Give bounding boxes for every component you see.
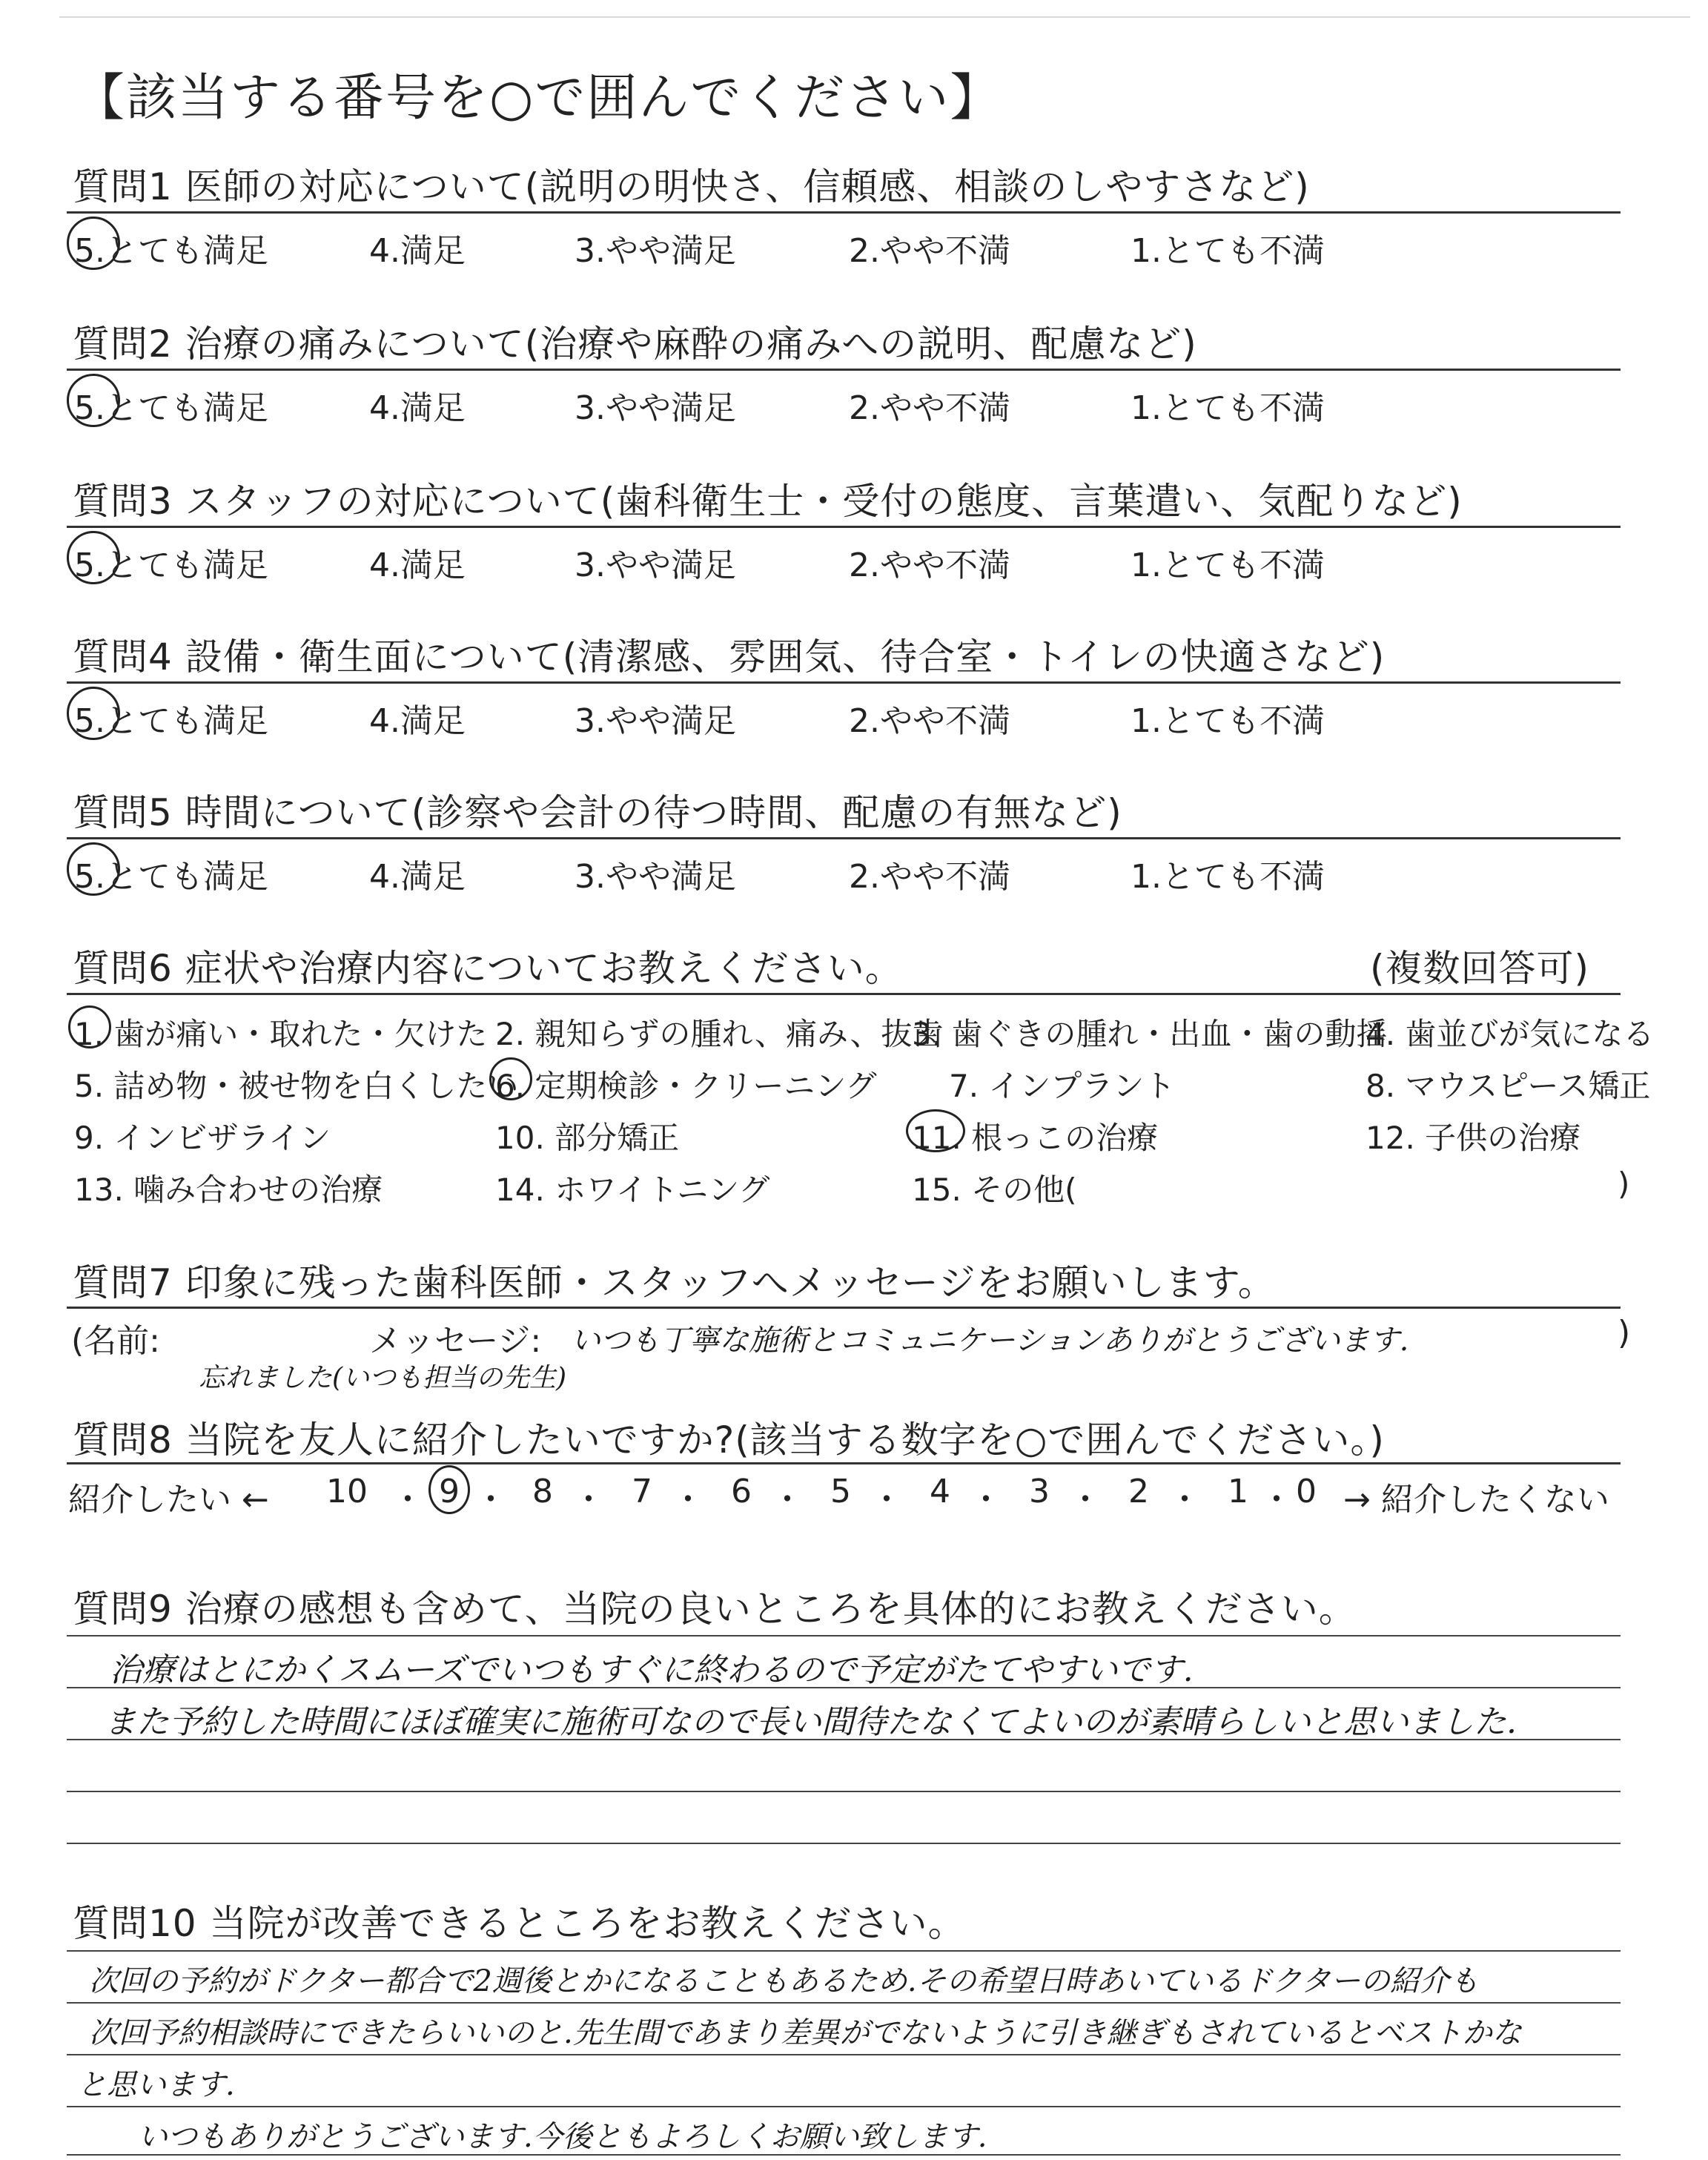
scale-4[interactable]: 4: [930, 1473, 950, 1510]
option-1[interactable]: 1.とても不満: [1131, 546, 1325, 584]
option-1[interactable]: 1.とても不満: [1131, 858, 1325, 896]
selection-circle: [67, 687, 120, 740]
question-4-title: 質問4 設備・衛生面について(清潔感、雰囲気、待合室・トイレの快適さなど): [73, 635, 1386, 678]
scale-5[interactable]: 5: [830, 1473, 851, 1510]
selection-circle: [428, 1465, 470, 1514]
scale-separator: ・: [474, 1481, 507, 1519]
option-4[interactable]: 4.満足: [369, 858, 466, 896]
close-paren: ): [1618, 1314, 1631, 1352]
symptom-option-15[interactable]: 15. その他(: [912, 1172, 1077, 1208]
question-8-title: 質問8 当院を友人に紹介したいですか?(該当する数字を○で囲んでください。): [73, 1418, 1385, 1462]
option-4[interactable]: 4.満足: [369, 232, 466, 270]
scale-9[interactable]: 9: [439, 1473, 460, 1510]
symptom-option-13[interactable]: 13. 噛み合わせの治療: [74, 1172, 383, 1208]
symptom-option-9[interactable]: 9. インビザライン: [74, 1120, 331, 1156]
message-handwriting: いつも丁寧な施術とコミュニケーションありがとうございます.: [571, 1324, 1409, 1358]
symptom-option-10[interactable]: 10. 部分矯正: [495, 1120, 680, 1156]
scale-separator: ・: [1260, 1481, 1293, 1519]
symptom-option-8[interactable]: 8. マウスピース矯正: [1366, 1068, 1651, 1104]
scale-10[interactable]: 10: [326, 1473, 368, 1510]
scale-2[interactable]: 2: [1128, 1473, 1149, 1510]
rule: [67, 211, 1621, 214]
scale-0[interactable]: 0: [1296, 1473, 1317, 1510]
scale-separator: ・: [1069, 1481, 1102, 1519]
scale-left-label: 紹介したい ←: [68, 1481, 269, 1519]
question-2-title: 質問2 治療の痛みについて(治療や麻酔の痛みへの説明、配慮など): [73, 323, 1197, 366]
symptom-option-12[interactable]: 12. 子供の治療: [1366, 1120, 1581, 1156]
name-label: (名前:: [71, 1322, 160, 1360]
rule: [67, 681, 1621, 684]
question-10-title: 質問10 当院が改善できるところをお教えください。: [73, 1902, 966, 1945]
selection-circle: [67, 217, 120, 270]
symptom-option-7[interactable]: 7. インプラント: [949, 1068, 1176, 1104]
scale-3[interactable]: 3: [1029, 1473, 1050, 1510]
option-1[interactable]: 1.とても不満: [1131, 389, 1325, 427]
scale-8[interactable]: 8: [532, 1473, 553, 1510]
message-label: メッセージ:: [369, 1322, 542, 1360]
page-header: 【該当する番号を○で囲んでください】: [74, 69, 1002, 128]
question-7-title: 質問7 印象に残った歯科医師・スタッフへメッセージをお願いします。: [73, 1261, 1276, 1304]
question-6-title: 質問6 症状や治療内容についてお教えください。: [73, 947, 903, 990]
scale-separator: ・: [1168, 1481, 1201, 1519]
option-5[interactable]: 5.とても満足: [74, 546, 268, 584]
symptom-option-3[interactable]: 3. 歯ぐきの腫れ・出血・歯の動揺: [912, 1016, 1388, 1052]
top-border: [59, 16, 1690, 18]
option-5[interactable]: 5.とても満足: [74, 858, 268, 896]
symptom-option-11[interactable]: 11. 根っこの治療: [912, 1120, 1159, 1156]
symptom-option-4[interactable]: 4. 歯並びが気になる: [1366, 1016, 1655, 1052]
symptom-option-5[interactable]: 5. 詰め物・被せ物を白くしたい: [74, 1068, 519, 1104]
question-1-title: 質問1 医師の対応について(説明の明快さ、信頼感、相談のしやすさなど): [73, 165, 1310, 208]
rule: [67, 526, 1621, 528]
scale-separator: ・: [870, 1481, 903, 1519]
option-3[interactable]: 3.やや満足: [575, 702, 736, 740]
option-1[interactable]: 1.とても不満: [1131, 702, 1325, 740]
rule: [67, 993, 1621, 995]
answer-handwriting-line-1: 次回の予約がドクター都合で2週後とかになることもあるため.その希望日時あいているドクターの紹介も: [89, 1964, 1479, 1998]
option-2[interactable]: 2.やや不満: [849, 702, 1010, 740]
option-2[interactable]: 2.やや不満: [849, 858, 1010, 896]
answer-line: [67, 1843, 1621, 1844]
question-9-title: 質問9 治療の感想も含めて、当院の良いところを具体的にお教えください。: [73, 1588, 1357, 1631]
answer-line: [67, 1635, 1621, 1636]
option-2[interactable]: 2.やや不満: [849, 546, 1010, 584]
option-4[interactable]: 4.満足: [369, 389, 466, 427]
option-2[interactable]: 2.やや不満: [849, 232, 1010, 270]
option-5[interactable]: 5.とても満足: [74, 232, 268, 270]
answer-line: [67, 2106, 1621, 2107]
answer-line: [67, 2002, 1621, 2004]
rule: [67, 1307, 1621, 1309]
selection-circle: [67, 531, 120, 584]
option-2[interactable]: 2.やや不満: [849, 389, 1010, 427]
answer-line: [67, 1950, 1621, 1952]
answer-line: [67, 2054, 1621, 2055]
name-handwriting: 忘れました(いつも担当の先生): [199, 1363, 567, 1393]
other-close-paren: ): [1618, 1166, 1630, 1202]
answer-handwriting-line-3: と思います.: [77, 2068, 235, 2102]
selection-circle: [68, 1005, 111, 1048]
symptom-option-14[interactable]: 14. ホワイトニング: [495, 1172, 770, 1208]
scale-7[interactable]: 7: [632, 1473, 652, 1510]
answer-handwriting-line-2: 次回予約相談時にできたらいいのと.先生間であまり差異がでないように引き継ぎもされているとベストかな: [89, 2016, 1522, 2050]
option-3[interactable]: 3.やや満足: [575, 858, 736, 896]
option-3[interactable]: 3.やや満足: [575, 546, 736, 584]
selection-circle: [67, 374, 120, 427]
selection-circle: [906, 1109, 965, 1152]
option-5[interactable]: 5.とても満足: [74, 389, 268, 427]
scale-separator: ・: [970, 1481, 1002, 1519]
scale-1[interactable]: 1: [1228, 1473, 1248, 1510]
option-3[interactable]: 3.やや満足: [575, 232, 736, 270]
scale-separator: ・: [771, 1481, 804, 1519]
scale-separator: ・: [391, 1481, 424, 1519]
scale-6[interactable]: 6: [731, 1473, 752, 1510]
rule: [67, 837, 1621, 839]
scale-separator: ・: [572, 1481, 605, 1519]
symptom-option-6[interactable]: 6. 定期検診・クリーニング: [495, 1068, 877, 1104]
scale-separator: ・: [672, 1481, 704, 1519]
selection-circle: [67, 842, 120, 896]
answer-line: [67, 1791, 1621, 1792]
rule: [67, 1462, 1621, 1464]
scale-right-label: → 紹介したくない: [1343, 1481, 1609, 1519]
symptom-option-1[interactable]: 1. 歯が痛い・取れた・欠けた: [74, 1016, 488, 1052]
question-5-title: 質問5 時間について(診察や会計の待つ時間、配慮の有無など): [73, 791, 1122, 834]
option-4[interactable]: 4.満足: [369, 546, 466, 584]
option-5[interactable]: 5.とても満足: [74, 702, 268, 740]
question-3-title: 質問3 スタッフの対応について(歯科衛生士・受付の態度、言葉遣い、気配りなど): [73, 480, 1463, 523]
answer-handwriting-line-2: また予約した時間にほぼ確実に施術可なので長い間待たなくてよいのが素晴らしいと思いました.: [104, 1703, 1517, 1741]
answer-handwriting-line-4: いつもありがとうございます.今後ともよろしくお願い致します.: [138, 2120, 987, 2154]
selection-circle: [489, 1057, 532, 1100]
option-3[interactable]: 3.やや満足: [575, 389, 736, 427]
question-6-note: (複数回答可): [1370, 947, 1590, 990]
rule: [67, 369, 1621, 371]
option-1[interactable]: 1.とても不満: [1131, 232, 1325, 270]
option-4[interactable]: 4.満足: [369, 702, 466, 740]
answer-handwriting-line-1: 治療はとにかくスムーズでいつもすぐに終わるので予定がたてやすいです.: [110, 1651, 1194, 1689]
symptom-option-2[interactable]: 2. 親知らずの腫れ、痛み、抜歯: [495, 1016, 944, 1052]
